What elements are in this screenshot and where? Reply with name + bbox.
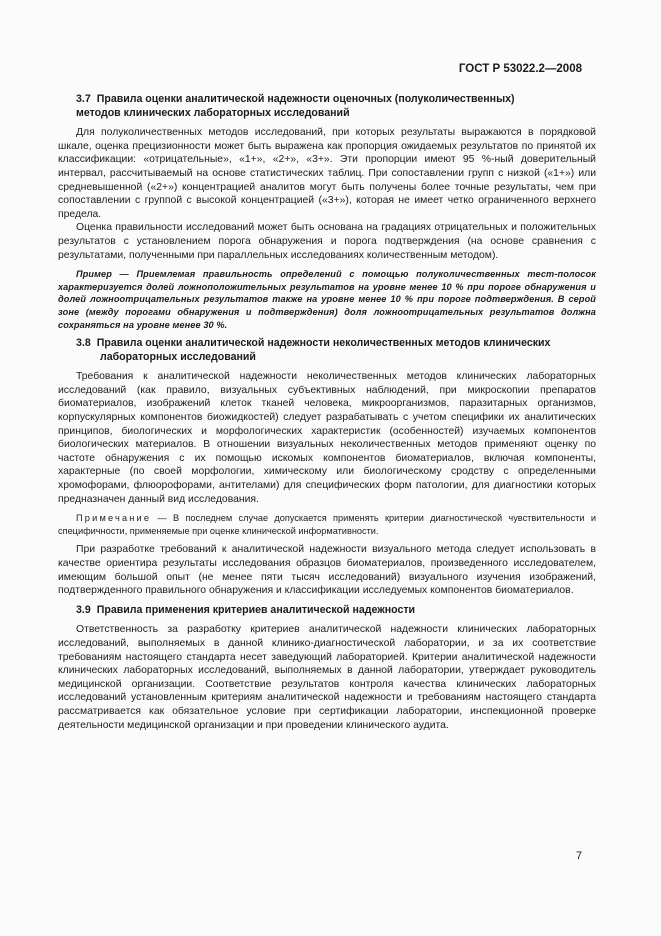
- section-title-line1: Правила применения критериев аналитической надежности: [96, 603, 416, 616]
- section-number: 3.9: [76, 603, 91, 616]
- example-text: Пример — Приемлемая правильность определений с помощью полуколичественных тест-полосок характеризуется долей ложноположительных результатов на уровне менее 10 % при пороге обнаружения и долей ложноотрицательных результатов также на уровне менее 10 % при пороге подтверждения. В серой зоне (между порогами обнаружения и подтверждения) доля ложноотрицательных результатов должна сохраняться на уровне менее 30 %.: [58, 269, 596, 330]
- note-label: Примечание: [76, 513, 152, 524]
- section-title-line1: Правила оценки аналитической надежности оценочных (полуколичественных): [96, 93, 515, 105]
- note-text: — В последнем случае допускается применять критерии диагностической чувствительности и специфичности, применяемые при оценке клинической информативности.: [58, 513, 596, 536]
- section-number: 3.8: [76, 337, 91, 350]
- section-number: 3.7: [76, 93, 91, 105]
- section-title-line1: Правила оценки аналитической надежности неколичественных методов клинических: [96, 337, 551, 350]
- paragraph: Требования к аналитической надежности неколичественных методов клинических лабораторных исследований (как правило, визуальных субъективных наблюдений, при микроскопии препаратов биоматериалов, изображений клеток тканей человека, микроорганизмов, паразитарных организмов, корпускулярных компонентов биожидкостей) следует разрабатывать с учетом специфики их аналитических принципов, биологических и морфологических характеристик (особенностей) изучаемых компонентов биологических материалов. В отношении визуальных неколичественных методов применяют оценку по частоте обнаружения с их помощью искомых компонентов биоматериалов, включая компоненты, характерные (по своей морфологии, химическому или биологическому сродству с определенными хромофорами, флюорофорами, антителами) для специфических форм патологии, для диагностики которых предназначен данный вид исследования.: [58, 371, 596, 505]
- section-title-line2: методов клинических лабораторных исследований: [76, 106, 350, 119]
- section-3-9-heading: [58, 604, 596, 618]
- section-3-7-heading: [58, 93, 596, 120]
- paragraph: Оценка правильности исследований может быть основана на градациях отрицательных и положительных результатов с установлением порога обнаружения и порога подтверждения (на основе сравнения c результатами, полученными при параллельных исследованиях количественным методом).: [58, 222, 596, 261]
- paragraph: Ответственность за разработку критериев аналитической надежности клинических лабораторных исследований, выполняемых в данной клинико-диагностической лаборатории, и за их соответствие требованиям настоящего стандарта несет заведующий лабораторией. Критерии аналитической надежности клинических лабораторных исследований, выполняемых в данной лаборатории, утверждает руководитель медицинской организации. Соответствие результатов контроля качества клинических лабораторных исследований установленным критериям аналитической надежности и требованиям настоящего стандарта рассматривается как обязательное условие при сертификации лаборатории, инспекционной проверке деятельности медицинской организации и при проведении клинического аудита.: [58, 624, 596, 731]
- document-body: [58, 93, 596, 732]
- section-3-8-heading: [58, 337, 596, 364]
- note: [58, 512, 596, 537]
- paragraph: Для полуколичественных методов исследований, при которых результаты выражаются в порядковой шкале, оценка прецизионности может быть выражена как пропорция ожидаемых результатов по принятой их классификации: «отрицательные», «1+», «2+», «3+». Эти пропорции имеют 95 %-ный доверительный интервал, рассчитываемый на основе статистических таблиц. При сопоставлении групп с низкой («1+») или средневышенной («2+») концентрацией аналитов могут быть получены более точные результаты, чем при сопоставлении с группой с высокой концентрацией («3+»), которая не имеет четко ограниченного верхнего предела.: [58, 127, 596, 220]
- document-code: ГОСТ Р 53022.2—2008: [458, 63, 582, 75]
- section-title-line2: лабораторных исследований: [100, 350, 256, 363]
- page-number: 7: [576, 850, 583, 862]
- paragraph: При разработке требований к аналитической надежности визуального метода следует использовать в качестве ориентира результаты исследования образцов биоматериалов, произведенного исследователем, имеющим большой опыт (не менее пяти тысяч исследований) визуального изучения изображений, подтвержденного правильного обнаружения и классификации исследуемых компонентов биоматериалов.: [58, 544, 596, 597]
